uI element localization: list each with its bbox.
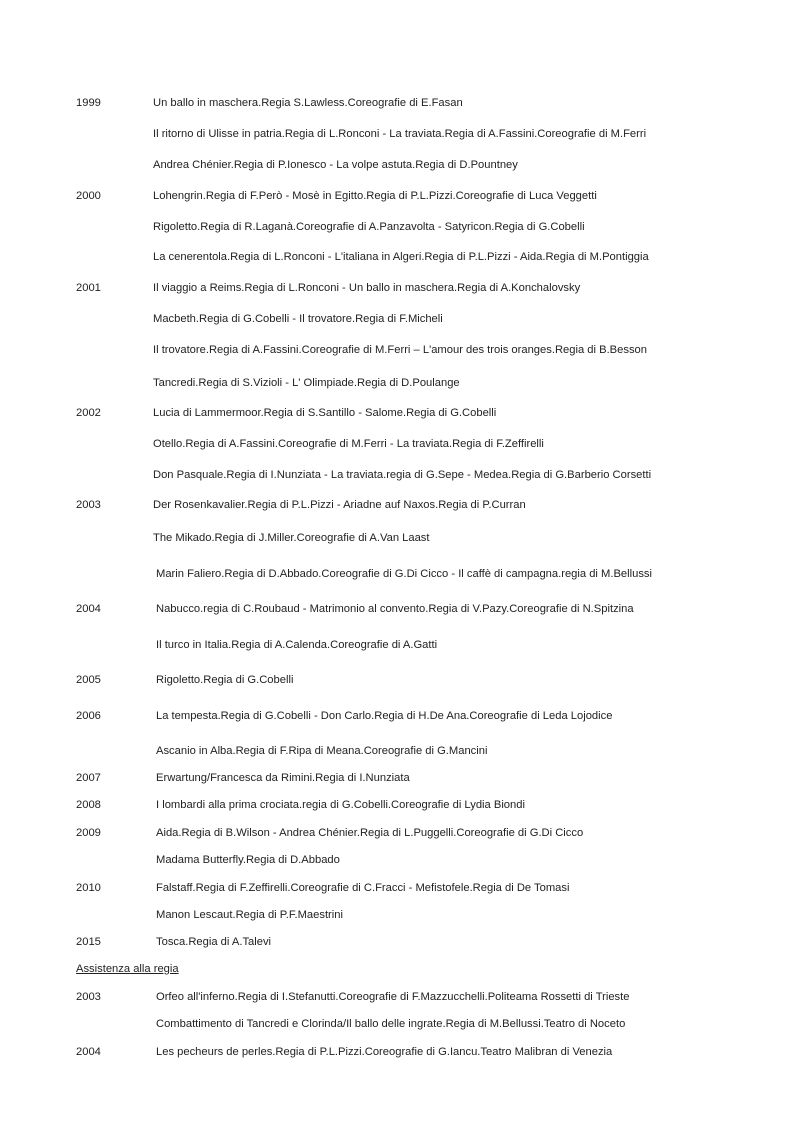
list-item: [0, 405, 806, 421]
list-item: [0, 311, 806, 327]
production-text: Rigoletto.Regia di R.Laganà.Coreografie di A.Panzavolta - Satyricon.Regia di G.Cobelli: [153, 221, 585, 233]
list-item: [0, 436, 806, 452]
production-text: Il ritorno di Ulisse in patria.Regia di L.Ronconi - La traviata.Regia di A.Fassini.Coreografie di M.Ferri: [153, 128, 647, 140]
production-text: La tempesta.Regia di G.Cobelli - Don Carlo.Regia di H.De Ana.Coreografie di Leda Lojodice: [156, 710, 613, 722]
list-item: [0, 126, 806, 142]
year-label: 2015: [76, 936, 101, 948]
list-item: [0, 1016, 806, 1032]
production-text: Otello.Regia di A.Fassini.Coreografie di M.Ferri - La traviata.Regia di F.Zeffirelli: [153, 438, 544, 450]
production-text: Don Pasquale.Regia di I.Nunziata - La traviata.regia di G.Sepe - Medea.Regia di G.Barberio Corsetti: [153, 469, 652, 481]
production-text: Marin Faliero.Regia di D.Abbado.Coreografie di G.Di Cicco - Il caffè di campagna.regia di M.Bellussi: [156, 568, 652, 580]
year-label: 2004: [76, 603, 101, 615]
year-label: 2008: [76, 799, 101, 811]
production-text: The Mikado.Regia di J.Miller.Coreografie di A.Van Laast: [153, 532, 430, 544]
year-label: 2010: [76, 882, 101, 894]
production-text: Manon Lescaut.Regia di P.F.Maestrini: [156, 909, 343, 921]
year-label: 2003: [76, 991, 101, 1003]
list-item: [0, 880, 806, 896]
production-text: Un ballo in maschera.Regia S.Lawless.Coreografie di E.Fasan: [153, 97, 463, 109]
list-item: [0, 95, 806, 111]
production-text: Rigoletto.Regia di G.Cobelli: [156, 674, 294, 686]
production-text: Il viaggio a Reims.Regia di L.Ronconi - Un ballo in maschera.Regia di A.Konchalovsky: [153, 282, 581, 294]
production-text: Madama Butterfly.Regia di D.Abbado: [156, 854, 340, 866]
production-text: Ascanio in Alba.Regia di F.Ripa di Meana.Coreografie di G.Mancini: [156, 745, 488, 757]
list-item: [0, 530, 806, 546]
list-item: [0, 219, 806, 235]
list-item: [0, 342, 806, 358]
list-item: [0, 989, 806, 1005]
list-item: [0, 157, 806, 173]
production-text: Il trovatore.Regia di A.Fassini.Coreografie di M.Ferri – L'amour des trois oranges.Regia di B.Besson: [153, 344, 647, 356]
list-item: [0, 934, 806, 950]
list-item: [0, 743, 806, 759]
year-label: 2005: [76, 674, 101, 686]
production-text: Orfeo all'inferno.Regia di I.Stefanutti.Coreografie di F.Mazzucchelli.Politeama Rossetti di Trieste: [156, 991, 630, 1003]
list-item: [0, 375, 806, 391]
list-item: [0, 601, 806, 617]
production-text: Der Rosenkavalier.Regia di P.L.Pizzi - Ariadne auf Naxos.Regia di P.Curran: [153, 499, 526, 511]
year-label: 2009: [76, 827, 101, 839]
list-item: [0, 280, 806, 296]
year-label: 2000: [76, 190, 101, 202]
production-text: La cenerentola.Regia di L.Ronconi - L'italiana in Algeri.Regia di P.L.Pizzi - Aida.Regia di M.Pontiggia: [153, 251, 649, 263]
list-item: [0, 249, 806, 265]
production-text: Erwartung/Francesca da Rimini.Regia di I.Nunziata: [156, 772, 410, 784]
production-text: Falstaff.Regia di F.Zeffirelli.Coreografie di C.Fracci - Mefistofele.Regia di De Tomasi: [156, 882, 570, 894]
production-text: Les pecheurs de perles.Regia di P.L.Pizzi.Coreografie di G.Iancu.Teatro Malibran di Venezia: [156, 1046, 613, 1058]
section-heading-row: [0, 961, 806, 977]
production-text: Il turco in Italia.Regia di A.Calenda.Coreografie di A.Gatti: [156, 639, 438, 651]
list-item: [0, 708, 806, 724]
section-heading: Assistenza alla regia: [76, 963, 179, 975]
production-text: Nabucco.regia di C.Roubaud - Matrimonio al convento.Regia di V.Pazy.Coreografie di N.Spitzina: [156, 603, 634, 615]
list-item: [0, 907, 806, 923]
production-text: I lombardi alla prima crociata.regia di G.Cobelli.Coreografie di Lydia Biondi: [156, 799, 525, 811]
year-label: 2003: [76, 499, 101, 511]
production-text: Tancredi.Regia di S.Vizioli - L' Olimpiade.Regia di D.Poulange: [153, 377, 460, 389]
production-text: Tosca.Regia di A.Talevi: [156, 936, 272, 948]
list-item: [0, 497, 806, 513]
list-item: [0, 825, 806, 841]
year-label: 2006: [76, 710, 101, 722]
list-item: [0, 188, 806, 204]
list-item: [0, 566, 806, 582]
year-label: 2002: [76, 407, 101, 419]
list-item: [0, 672, 806, 688]
year-label: 1999: [76, 97, 101, 109]
list-item: [0, 1044, 806, 1060]
production-text: Andrea Chénier.Regia di P.Ionesco - La volpe astuta.Regia di D.Pountney: [153, 159, 518, 171]
production-text: Aida.Regia di B.Wilson - Andrea Chénier.Regia di L.Puggelli.Coreografie di G.Di Cicco: [156, 827, 584, 839]
year-label: 2007: [76, 772, 101, 784]
list-item: [0, 852, 806, 868]
list-item: [0, 467, 806, 483]
list-item: [0, 797, 806, 813]
production-text: Macbeth.Regia di G.Cobelli - Il trovatore.Regia di F.Micheli: [153, 313, 443, 325]
year-label: 2001: [76, 282, 101, 294]
production-text: Lucia di Lammermoor.Regia di S.Santillo - Salome.Regia di G.Cobelli: [153, 407, 497, 419]
production-text: Lohengrin.Regia di F.Però - Mosè in Egitto.Regia di P.L.Pizzi.Coreografie di Luca Veggetti: [153, 190, 597, 202]
list-item: [0, 770, 806, 786]
year-label: 2004: [76, 1046, 101, 1058]
list-item: [0, 637, 806, 653]
production-text: Combattimento di Tancredi e Clorinda/Il ballo delle ingrate.Regia di M.Bellussi.Teatro di Noceto: [156, 1018, 626, 1030]
